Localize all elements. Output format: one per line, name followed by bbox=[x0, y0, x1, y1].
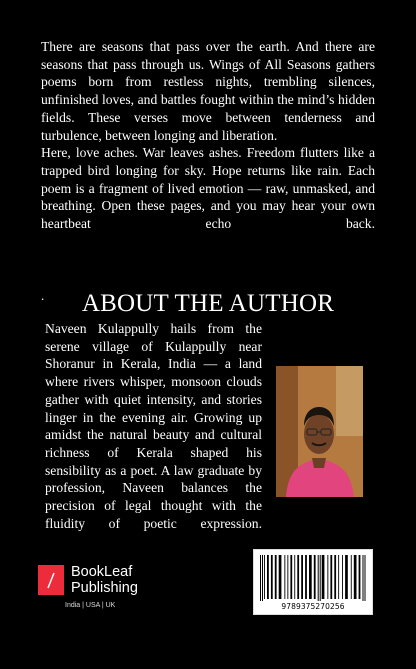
barcode-bar bbox=[322, 555, 325, 599]
barcode-bar bbox=[297, 555, 299, 599]
barcode-bar bbox=[301, 555, 303, 599]
barcode-bar bbox=[287, 555, 288, 599]
barcode-bar bbox=[279, 555, 282, 599]
publisher-logo bbox=[38, 565, 168, 615]
barcode-bar bbox=[290, 555, 292, 599]
publisher-name-line-1: BookLeaf bbox=[71, 564, 133, 580]
author-photo bbox=[276, 366, 363, 497]
barcode-bar bbox=[363, 555, 364, 601]
publisher-regions: India | USA | UK bbox=[65, 602, 116, 609]
barcode-bar bbox=[365, 555, 366, 601]
barcode-bar bbox=[271, 555, 273, 599]
barcode-bar bbox=[318, 555, 319, 601]
author-bio: Naveen Kulappully hails from the serene village of Kulappully near Shoranur in Kerala, India — a land where rivers whisper, monsoon clouds gather with quiet intensity, and stories linger in the evening air. Growing up amidst the natural beauty and cultural richness of Kerala shaped his sensibility as a poet. A law graduate by profession, Naveen balances the precision of legal thought with the fluidity of poetic expression. bbox=[45, 321, 262, 531]
barcode-bar bbox=[334, 555, 336, 599]
back-cover-blurb bbox=[41, 38, 375, 233]
barcode-bar bbox=[327, 555, 328, 599]
barcode-bar bbox=[275, 555, 277, 599]
isbn-number: 9789375270256 bbox=[281, 602, 345, 611]
barcode-bar bbox=[314, 555, 316, 599]
barcode-bar bbox=[294, 555, 295, 599]
barcode-bar bbox=[345, 555, 348, 599]
barcode-bar bbox=[309, 555, 312, 599]
barcode-bar bbox=[284, 555, 285, 599]
barcode-bar bbox=[351, 555, 352, 599]
slash-icon bbox=[38, 565, 64, 595]
barcode-bar bbox=[267, 555, 269, 599]
barcode-bar bbox=[338, 555, 339, 599]
blurb-paragraph-1: There are seasons that pass over the earth. And there are seasons that pass through us. Wings of All Seasons gathers poems born from restless nights, trembling silences, unfinished loves, and battles fought within the mind’s hidden fields. These verses move between tenderness and turbulence, between longing and liberation. bbox=[41, 39, 375, 143]
barcode-bar bbox=[305, 555, 307, 599]
barcode-bar bbox=[260, 555, 261, 601]
isbn-barcode bbox=[253, 549, 373, 615]
blurb-trailing-dot: . bbox=[41, 288, 45, 303]
barcode-bars bbox=[259, 555, 367, 601]
publisher-name bbox=[71, 564, 138, 596]
blurb-paragraph-2: Here, love aches. War leaves ashes. Freedom flutters like a trapped bird longing for sky. Hope returns like rain. Each poem is a fragment of lived emotion — raw, unmasked, and breathing. Open these pages, and you may hear your own heartbeat echo back. bbox=[41, 145, 375, 232]
barcode-bar bbox=[342, 555, 343, 599]
about-author-heading: ABOUT THE AUTHOR bbox=[81, 290, 335, 317]
barcode-bar bbox=[264, 555, 265, 599]
barcode-bar bbox=[320, 555, 321, 601]
barcode-bar bbox=[359, 555, 361, 599]
author-portrait-illustration bbox=[276, 366, 363, 497]
barcode-bar bbox=[262, 555, 263, 601]
barcode-bar bbox=[354, 555, 357, 599]
publisher-name-line-2: Publishing bbox=[71, 580, 138, 596]
barcode-bar bbox=[330, 555, 332, 599]
